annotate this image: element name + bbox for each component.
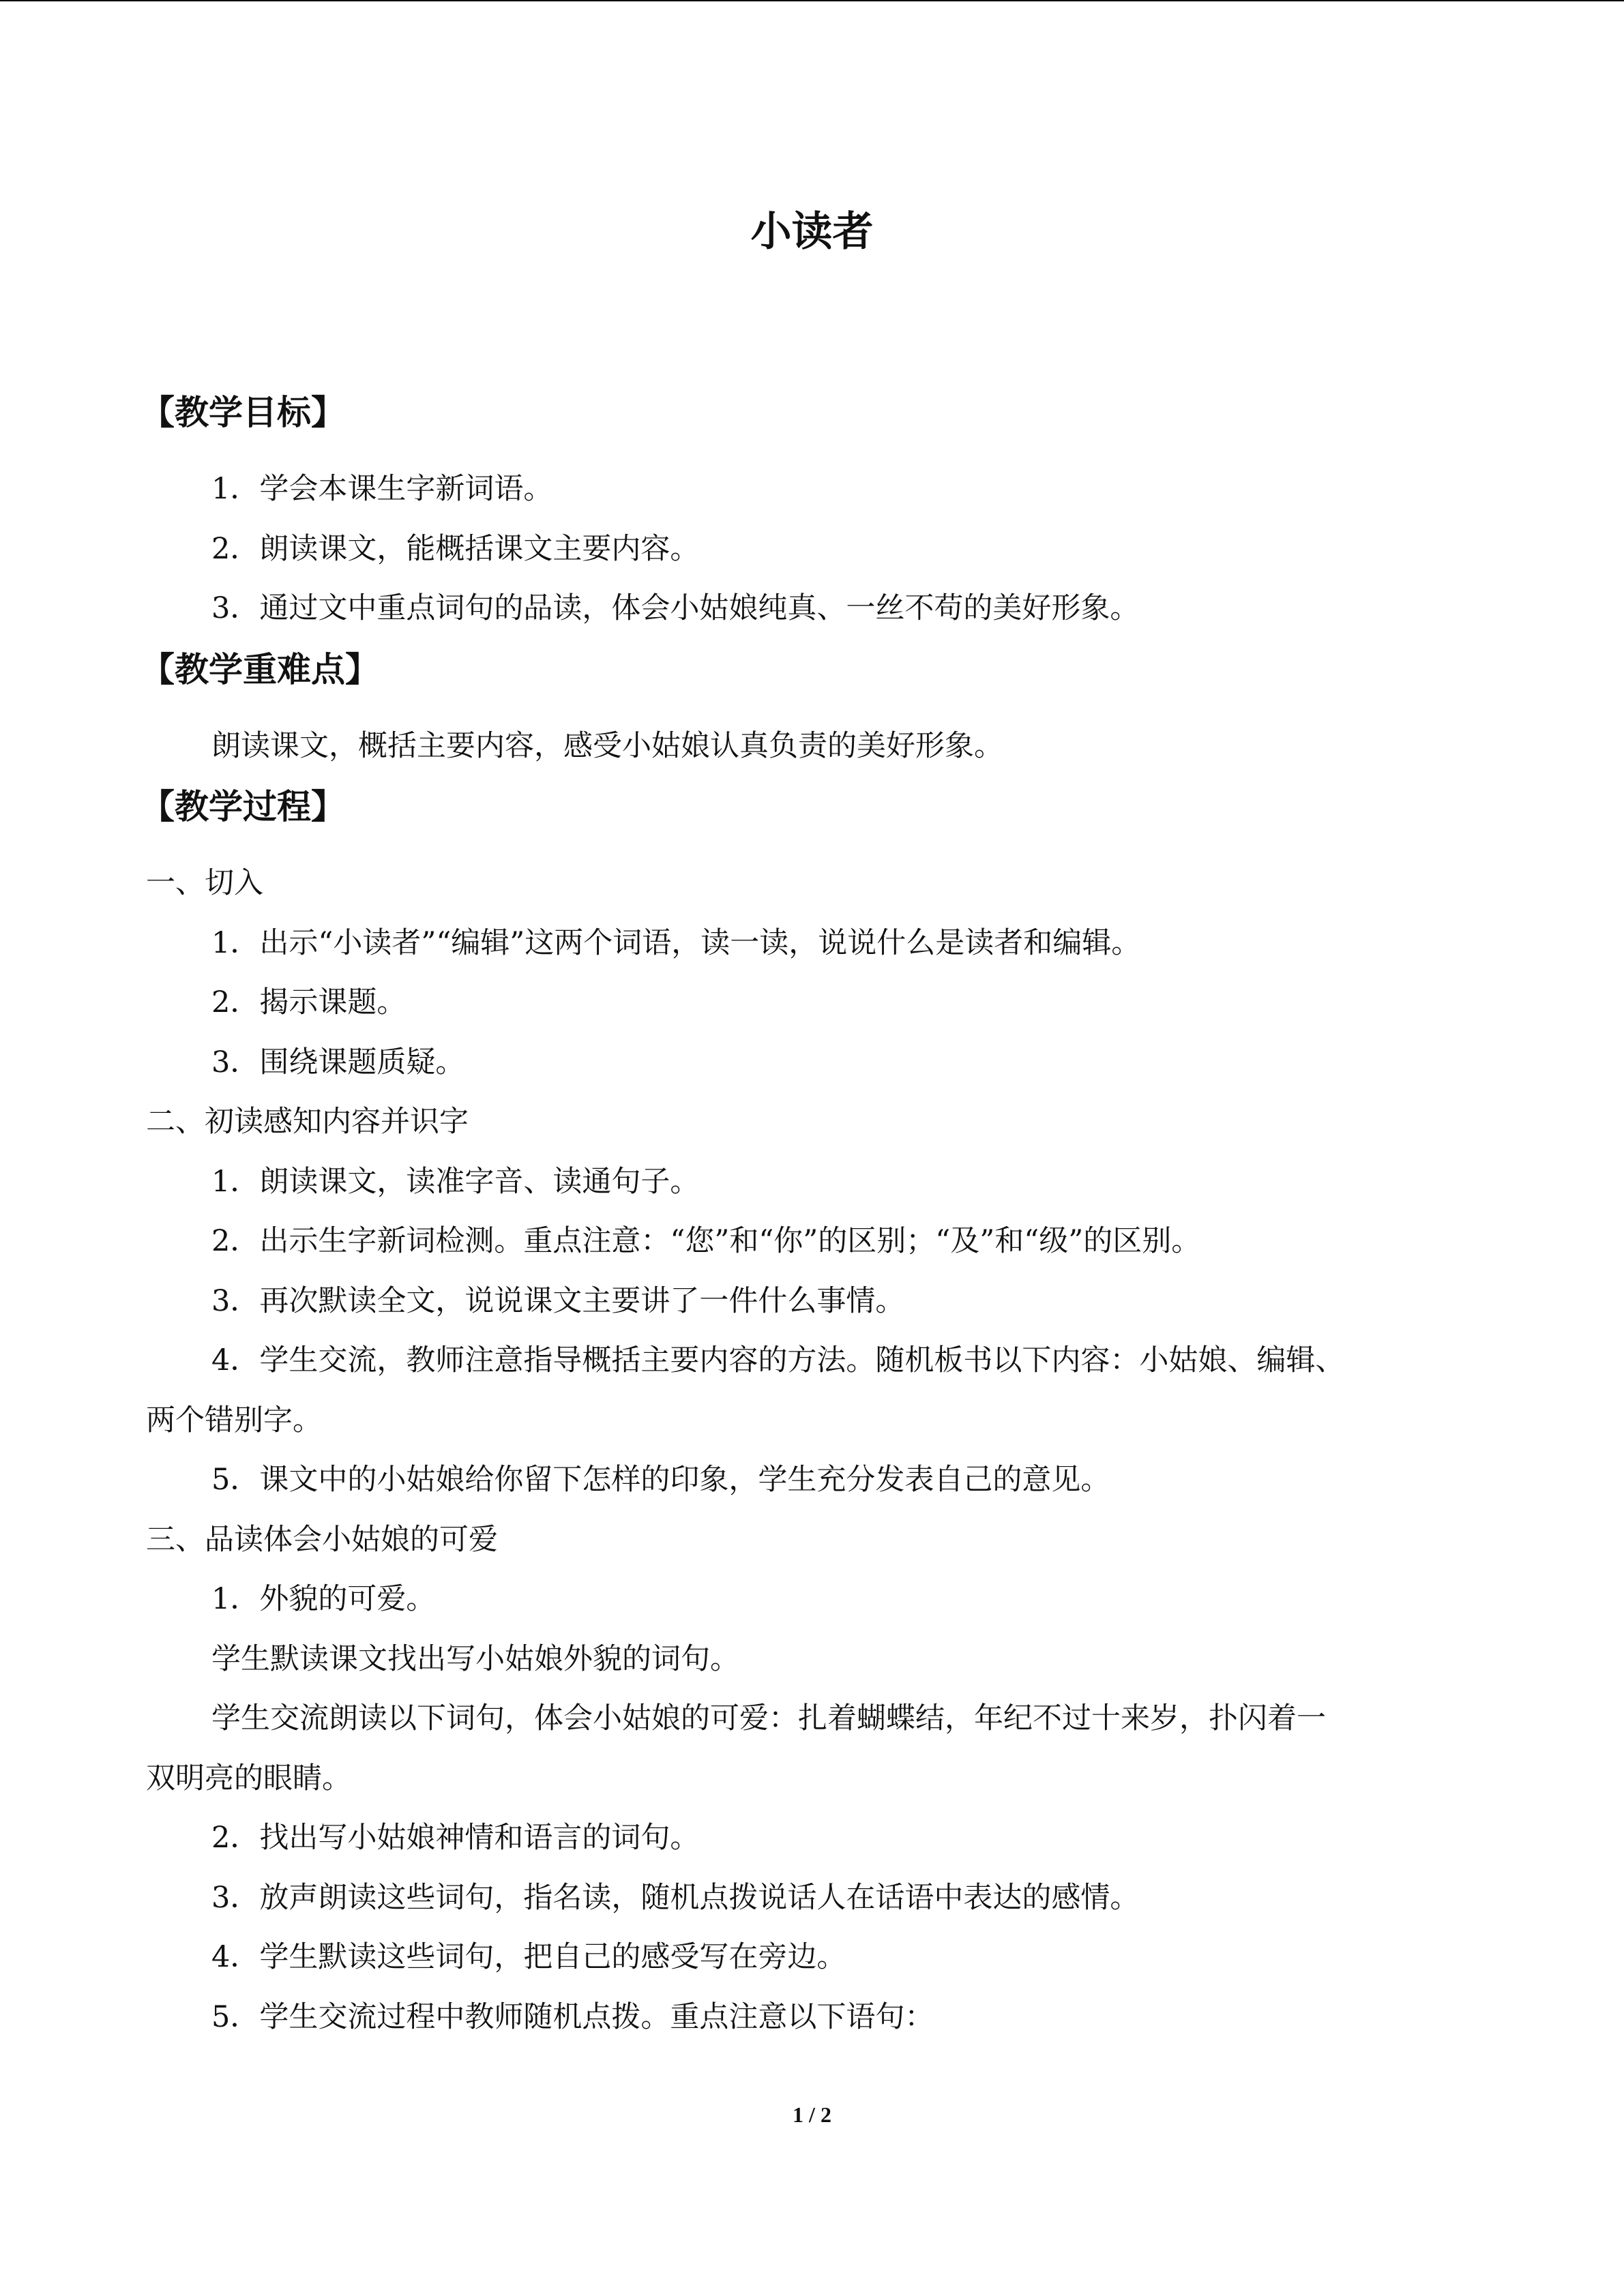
section-heading-keypoints: 【教学重难点】 xyxy=(141,649,379,689)
list-item: 3．围绕课题质疑。 xyxy=(211,1045,465,1079)
list-item: 1．外貌的可爱。 xyxy=(211,1582,436,1616)
section-heading-objectives: 【教学目标】 xyxy=(141,393,345,432)
document-body xyxy=(141,382,1462,2047)
list-item: 2．出示生字新词检测。重点注意：“您”和“你”的区别；“及”和“级”的区别。 xyxy=(211,1224,1201,1258)
list-item: 5．课文中的小姑娘给你留下怎样的印象，学生充分发表自己的意见。 xyxy=(211,1463,1110,1497)
section-heading-process: 【教学过程】 xyxy=(141,787,345,826)
part-title: 一、切入 xyxy=(146,866,263,900)
list-item-continuation: 两个错别字。 xyxy=(146,1403,322,1437)
part-title: 三、品读体会小姑娘的可爱 xyxy=(146,1522,498,1557)
objective-item: 3．通过文中重点词句的品读，体会小姑娘纯真、一丝不苟的美好形象。 xyxy=(211,591,1140,625)
list-item: 2．揭示课题。 xyxy=(211,985,407,1019)
page-number: 1 / 2 xyxy=(793,2102,831,2127)
body-paragraph: 学生默读课文找出写小姑娘外貌的词句。 xyxy=(211,1641,739,1676)
objective-item: 1．学会本课生字新词语。 xyxy=(211,472,553,506)
list-item: 3．放声朗读这些词句，指名读，随机点拨说话人在话语中表达的感情。 xyxy=(211,1880,1140,1915)
list-item: 1．出示“小读者”“编辑”这两个词语，读一读，说说什么是读者和编辑。 xyxy=(211,925,1141,960)
list-item: 2．找出写小姑娘神情和语言的词句。 xyxy=(211,1821,700,1855)
page-title: 小读者 xyxy=(750,208,874,256)
list-item: 4．学生交流，教师注意指导概括主要内容的方法。随机板书以下内容：小姑娘、编辑、 xyxy=(211,1343,1345,1377)
part-title: 二、初读感知内容并识字 xyxy=(146,1105,469,1139)
keypoints-text: 朗读课文，概括主要内容，感受小姑娘认真负责的美好形象。 xyxy=(211,728,1003,763)
body-paragraph: 学生交流朗读以下词句，体会小姑娘的可爱：扎着蝴蝶结，年纪不过十来岁，扑闪着一 xyxy=(211,1701,1326,1735)
list-item: 1．朗读课文，读准字音、读通句子。 xyxy=(211,1164,700,1199)
list-item: 4．学生默读这些词句，把自己的感受写在旁边。 xyxy=(211,1940,846,1974)
objective-item: 2．朗读课文，能概括课文主要内容。 xyxy=(211,531,700,566)
body-paragraph-continuation: 双明亮的眼睛。 xyxy=(146,1761,351,1795)
list-item: 3．再次默读全文，说说课文主要讲了一件什么事情。 xyxy=(211,1283,905,1318)
list-item: 5．学生交流过程中教师随机点拨。重点注意以下语句： xyxy=(211,1999,934,2034)
